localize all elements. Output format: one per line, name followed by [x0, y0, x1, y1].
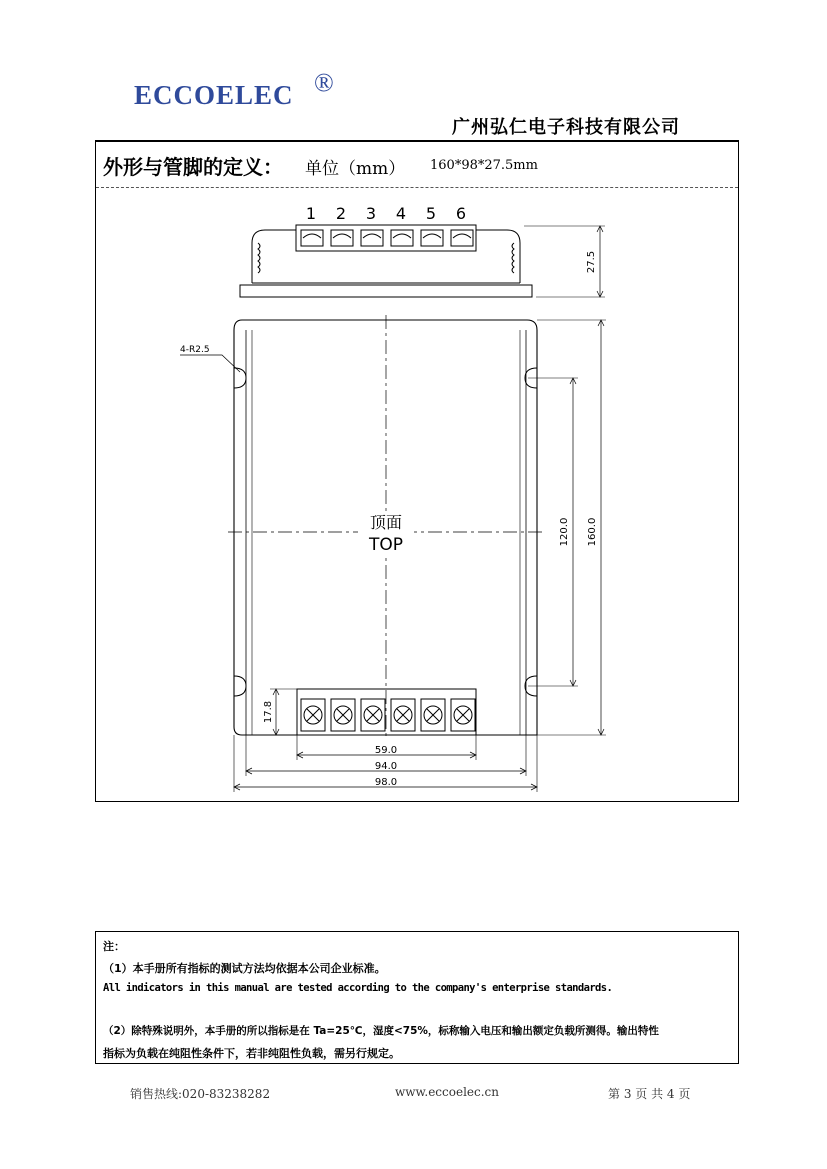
footer-hotline: 销售热线:020-83238282 [130, 1087, 271, 1101]
pin-number: 1 [305, 204, 317, 223]
notes-line-3: （2）除特殊说明外，本手册的所以指标是在 Ta=25℃，湿度<75%，标称输入电压和输出额定负载所测得。输出特性 [103, 1025, 659, 1037]
corner-radius-label: 4-R2.5 [180, 345, 210, 355]
section-unit: 单位（mm） [305, 159, 406, 179]
pin-number: 3 [365, 204, 377, 223]
notes-box [95, 931, 739, 1064]
top-view [180, 315, 606, 792]
side-view [240, 204, 605, 297]
notes-line-2: All indicators in this manual are tested according to the company's enterprise standards. [103, 982, 613, 994]
section-dimensions: 160*98*27.5mm [430, 158, 538, 173]
dim-length: 160.0 [587, 517, 598, 547]
company-logo [134, 68, 335, 111]
dim-flange-width: 94.0 [374, 761, 398, 772]
notes-heading: 注： [103, 940, 125, 953]
footer-page-number: 第 3 页 共 4 页 [608, 1087, 691, 1101]
footer-website[interactable]: www.eccoelec.cn [395, 1085, 499, 1099]
pin-number: 6 [455, 204, 467, 223]
pin-number: 2 [335, 204, 347, 223]
outline-drawing [170, 195, 620, 795]
top-label-cn: 顶面 [369, 513, 403, 532]
dim-hole-spacing: 120.0 [559, 517, 570, 547]
company-name: 广州弘仁电子科技有限公司 [452, 117, 680, 138]
dim-terminal-height: 17.8 [263, 700, 274, 724]
logo-text: ECCOELEC [134, 80, 294, 110]
pin-number: 5 [425, 204, 437, 223]
notes-line-1: （1）本手册所有指标的测试方法均依据本公司企业标准。 [103, 962, 386, 975]
top-label-en: TOP [368, 535, 404, 555]
section-title: 外形与管脚的定义： [103, 155, 283, 179]
dim-terminal-width: 59.0 [374, 745, 398, 756]
pin-number: 4 [395, 204, 407, 223]
dim-total-width: 98.0 [374, 777, 398, 788]
dim-height: 27.5 [586, 250, 597, 274]
registered-mark: ® [314, 68, 335, 97]
notes-line-4: 指标为负载在纯阻性条件下，若非纯阻性负载，需另行规定。 [103, 1047, 400, 1060]
